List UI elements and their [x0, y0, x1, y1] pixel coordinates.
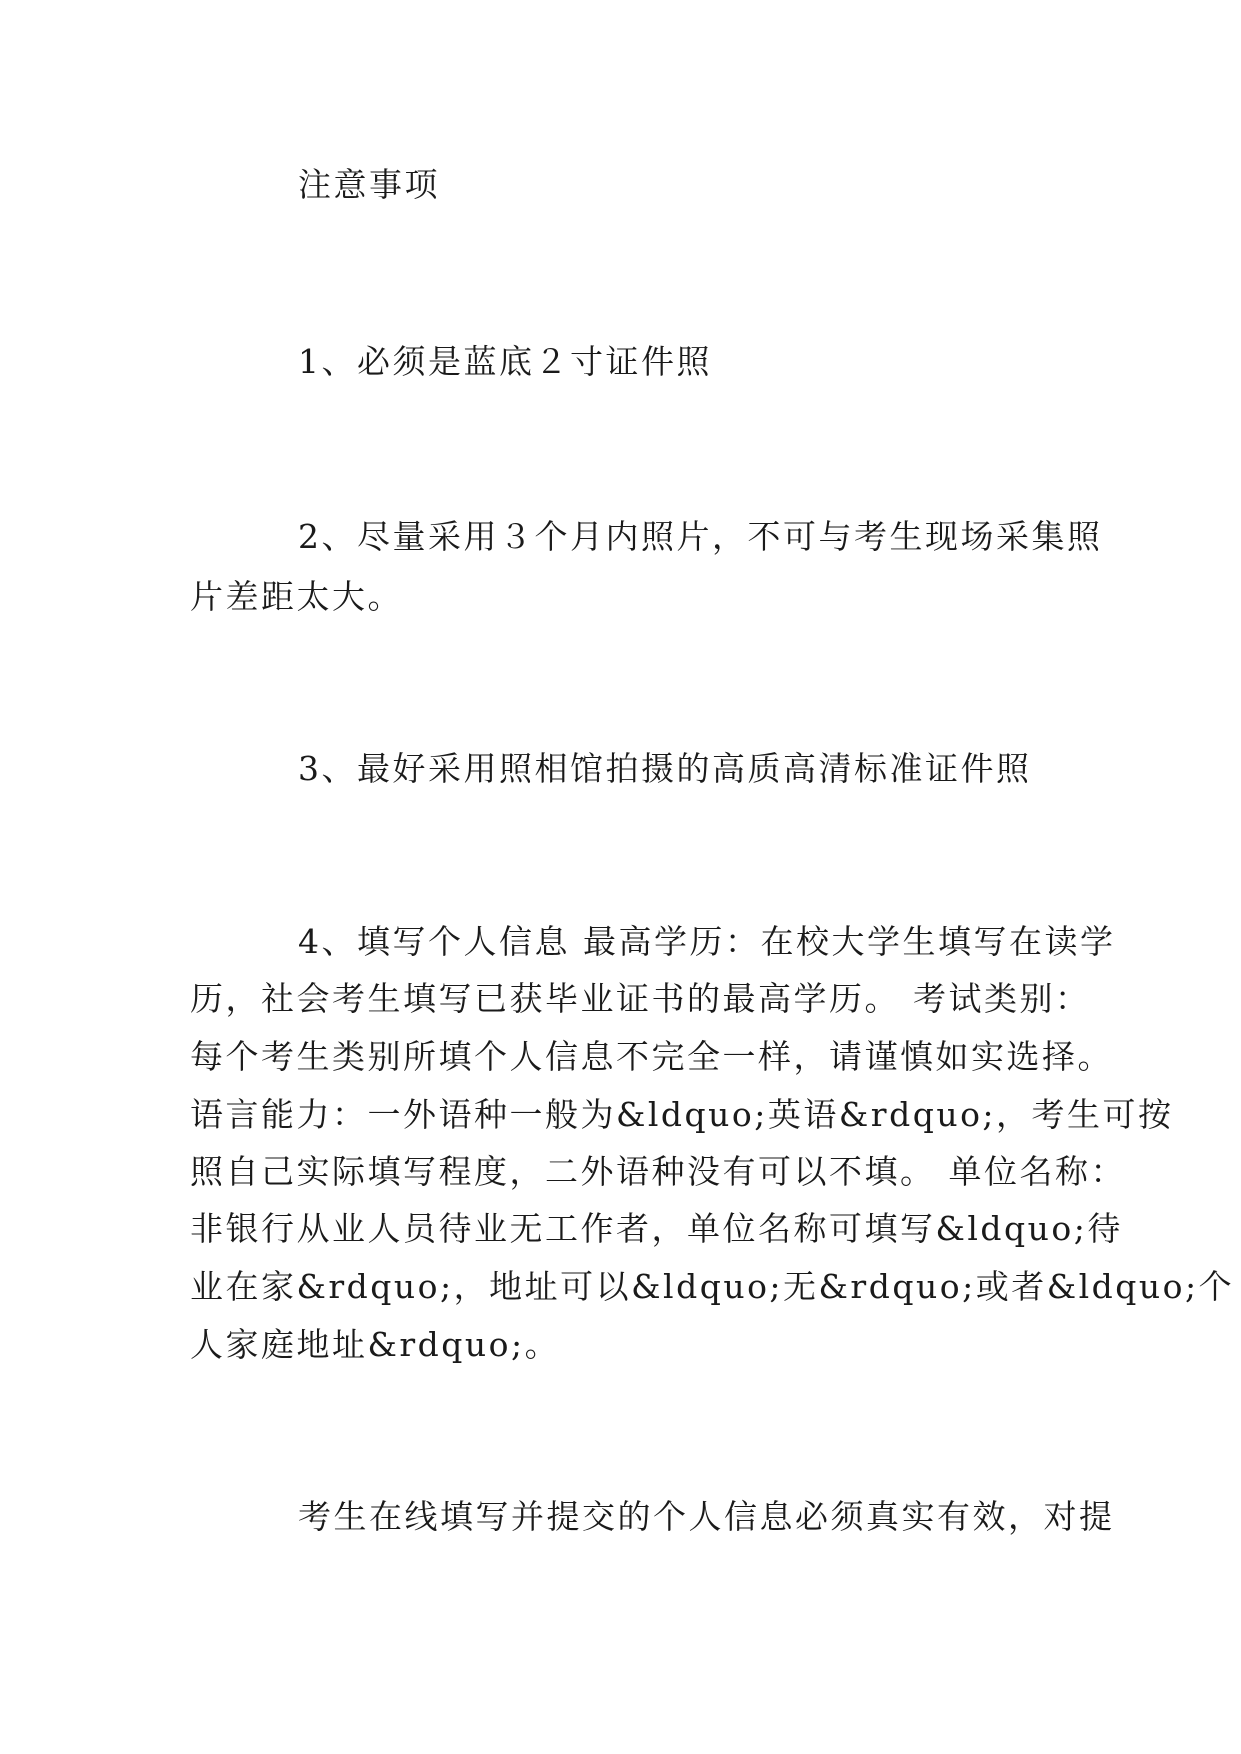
closing-paragraph-line-1: 考生在线填写并提交的个人信息必须真实有效，对提	[298, 1497, 1115, 1536]
list-item-2-line-2: 片差距太大。	[190, 577, 403, 616]
list-item-3: 3、最好采用照相馆拍摄的高质高清标准证件照	[298, 749, 1032, 788]
list-item-4-line-7: 业在家&rdquo;，地址可以&ldquo;无&rdquo;或者&ldquo;个	[190, 1267, 1235, 1306]
list-item-4-line-4: 语言能力：一外语种一般为&ldquo;英语&rdquo;，考生可按	[190, 1095, 1174, 1134]
list-item-2-line-1: 2、尽量采用３个月内照片，不可与考生现场采集照	[298, 517, 1103, 556]
list-item-4-line-8: 人家庭地址&rdquo;。	[190, 1325, 561, 1364]
list-item-4-line-5: 照自己实际填写程度，二外语种没有可以不填。 单位名称：	[190, 1152, 1126, 1191]
list-item-4-line-2: 历，社会考生填写已获毕业证书的最高学历。 考试类别：	[190, 979, 1091, 1018]
list-item-1: 1、必须是蓝底２寸证件照	[298, 342, 712, 381]
list-item-4-line-1: 4、填写个人信息 最高学历：在校大学生填写在读学	[298, 922, 1116, 961]
list-item-4-line-6: 非银行从业人员待业无工作者，单位名称可填写&ldquo;待	[190, 1209, 1123, 1248]
section-heading: 注意事项	[298, 165, 440, 204]
list-item-4-line-3: 每个考生类别所填个人信息不完全一样，请谨慎如实选择。	[190, 1037, 1113, 1076]
